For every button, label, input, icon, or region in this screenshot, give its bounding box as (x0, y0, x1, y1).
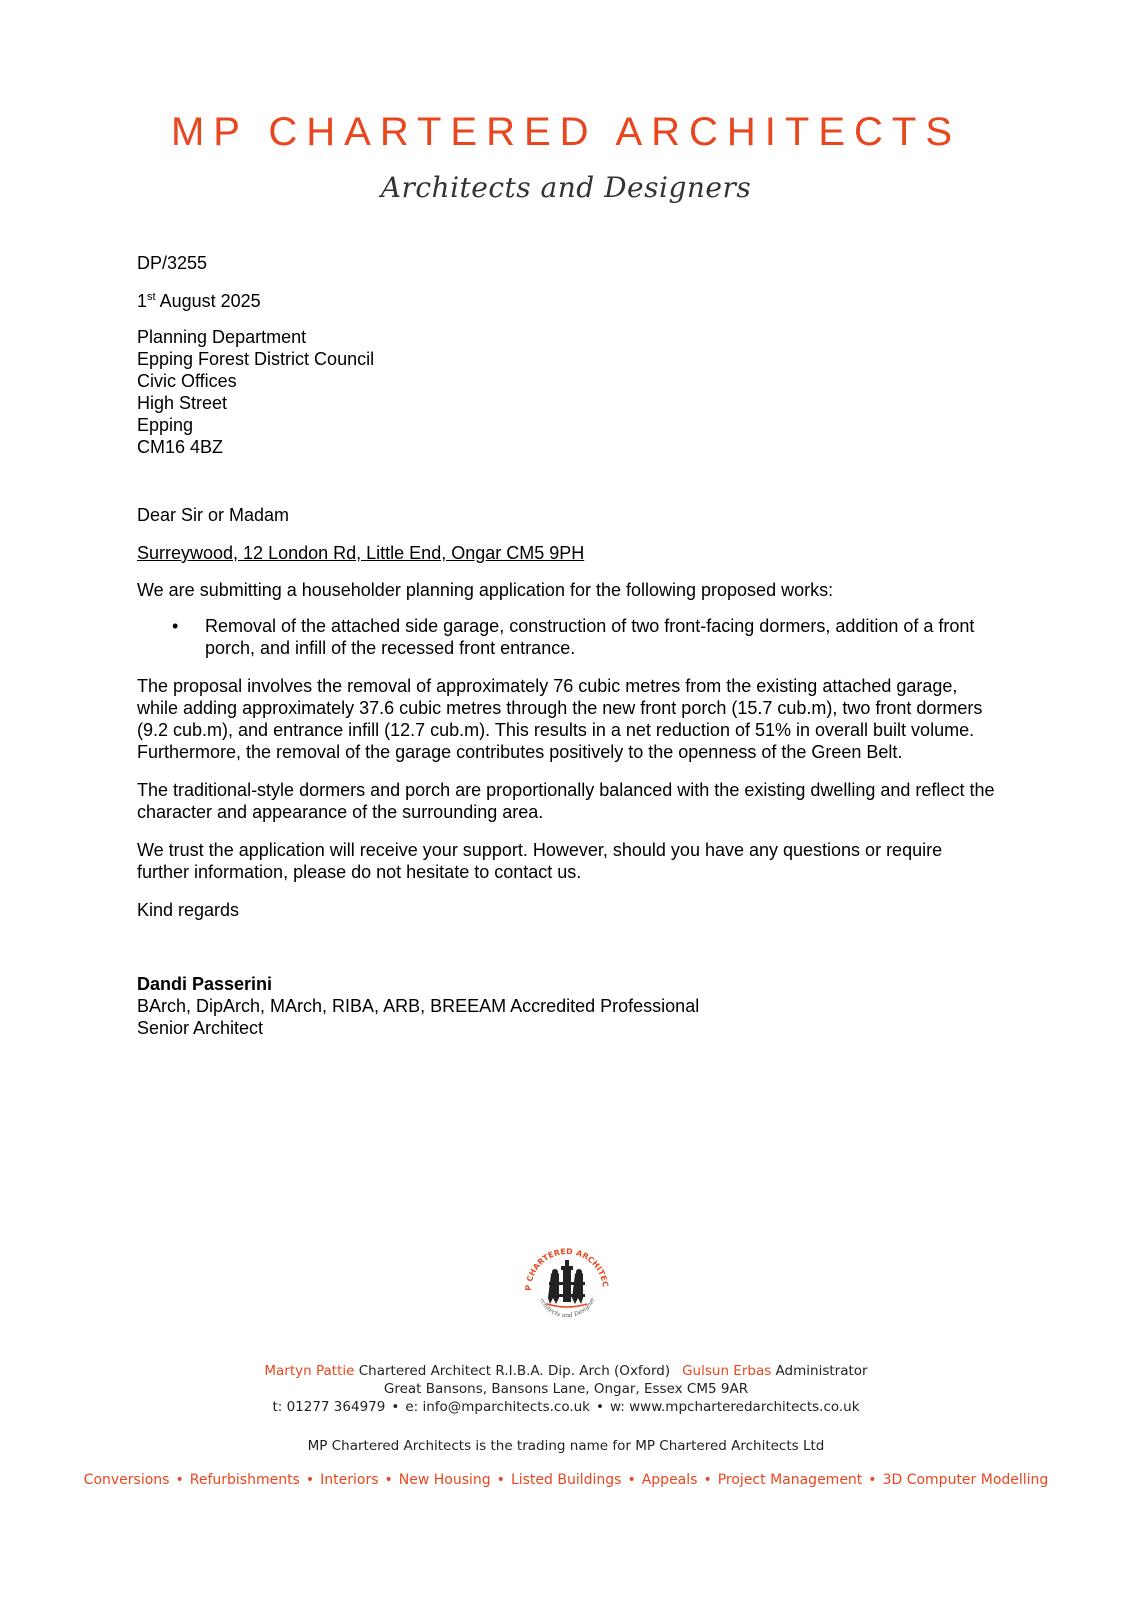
footer-email[interactable]: e: info@mparchitects.co.uk (405, 1399, 591, 1415)
closing: Kind regards (137, 900, 240, 920)
footer-person-name: Martyn Pattie (264, 1363, 355, 1379)
footer-person-role: Administrator (771, 1363, 868, 1379)
date-suffix: st (147, 291, 156, 303)
service-item: Project Management (717, 1472, 863, 1488)
footer-services: Conversions • Refurbishments • Interiors • New Housing • Listed Buildings • Appeals • Project Management • 3D Computer Modelling (83, 1472, 1049, 1488)
date-day: 1 (137, 291, 148, 311)
signatory-title: Senior Architect (137, 1018, 264, 1038)
address-line: Epping (137, 415, 194, 435)
works-list (137, 615, 997, 659)
service-item: Appeals (641, 1472, 698, 1488)
volume-paragraph: The proposal involves the removal of approximately 76 cubic metres from the existing attached garage, while adding approximately 37.6 cubic metres through the new front porch (15.7 cub.m), two front dormers (9.2 cub.m), and entrance infill (12.7 cub.m). This results in a net reduction of 51% in overall built volume. Furthermore, the removal of the garage contributes positively to the openness of the Green Belt. (137, 676, 983, 762)
intro-paragraph: We are submitting a householder planning application for the following proposed works: (137, 580, 834, 600)
service-item: New Housing (398, 1472, 491, 1488)
letter-body (137, 252, 997, 1039)
logo-ring-tagline: rchitects and Designer (537, 1296, 597, 1320)
footer-person-name: Gulsun Erbas (682, 1363, 772, 1379)
signatory-qualifications: BArch, DipArch, MArch, RIBA, ARB, BREEAM Accredited Professional (137, 996, 700, 1016)
address-line: Civic Offices (137, 371, 237, 391)
address-line: Planning Department (137, 327, 307, 347)
footer-people (0, 1362, 1132, 1380)
recipient-address (137, 326, 997, 458)
address-line: High Street (137, 393, 228, 413)
firm-tagline: Architects and Designers (380, 171, 752, 204)
footer-person-role: Chartered Architect R.I.B.A. Dip. Arch (Oxford) (354, 1363, 671, 1379)
footer-address: Great Bansons, Bansons Lane, Ongar, Essex CM5 9AR (383, 1381, 749, 1397)
subject-line: Surreywood, 12 London Rd, Little End, Ongar CM5 9PH (137, 543, 585, 563)
date-rest: August 2025 (155, 291, 261, 311)
service-item: Listed Buildings (510, 1472, 622, 1488)
signatory-name: Dandi Passerini (137, 974, 273, 994)
footer-trading-note: MP Chartered Architects is the trading name for MP Chartered Architects Ltd (307, 1438, 825, 1454)
logo-ring-text: P CHARTERED ARCHITEC (523, 1246, 610, 1292)
support-paragraph: We trust the application will receive your support. However, should you have any questions or require further information, please do not hesitate to contact us. (137, 840, 943, 882)
salutation: Dear Sir or Madam (137, 505, 290, 525)
service-item: Conversions (83, 1472, 170, 1488)
address-line: CM16 4BZ (137, 437, 224, 457)
character-paragraph: The traditional-style dormers and porch are proportionally balanced with the existing dwelling and reflect the character and appearance of the surrounding area. (137, 780, 995, 822)
service-item: Interiors (320, 1472, 379, 1488)
address-line: Epping Forest District Council (137, 349, 375, 369)
heraldic-crest-icon (517, 1238, 617, 1338)
firm-name: MP CHARTERED ARCHITECTS (170, 110, 962, 154)
service-item: 3D Computer Modelling (882, 1472, 1049, 1488)
list-item: • Removal of the attached side garage, construction of two front-facing dormers, addition of a front porch, and infill of the recessed front entrance. (137, 615, 997, 659)
reference: DP/3255 (137, 253, 208, 273)
letter-date (137, 290, 997, 312)
footer-telephone: t: 01277 364979 (272, 1399, 386, 1415)
footer-contact: t: 01277 364979 • e: info@mparchitects.co.uk • w: www.mpcharteredarchitects.co.uk (272, 1399, 860, 1415)
firm-logo (517, 1238, 617, 1338)
footer-website[interactable]: w: www.mpcharteredarchitects.co.uk (609, 1399, 860, 1415)
service-item: Refurbishments (189, 1472, 300, 1488)
